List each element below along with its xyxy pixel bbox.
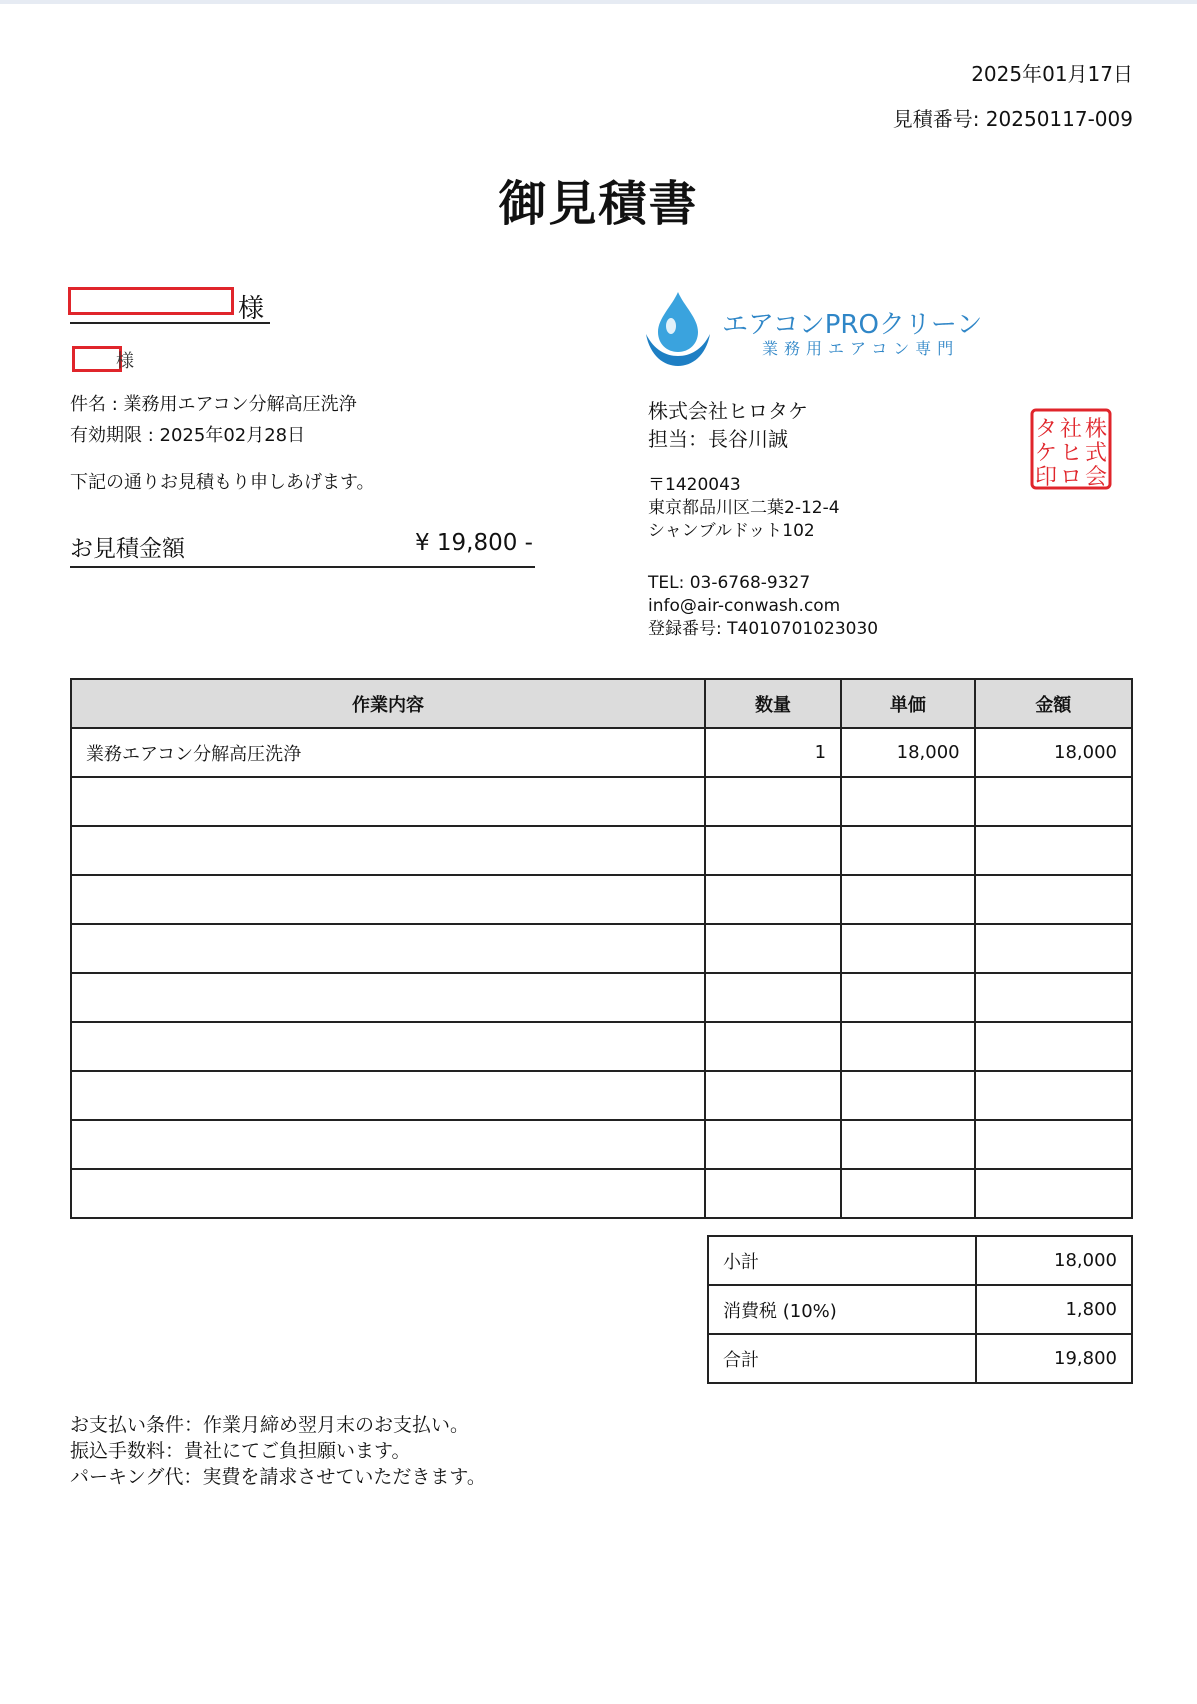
- svg-text:ロ: ロ: [1059, 465, 1083, 490]
- document-title: 御見積書: [498, 176, 699, 232]
- cell-amount: [975, 777, 1132, 826]
- table-row: [71, 1071, 1132, 1120]
- cell-amount: [975, 924, 1132, 973]
- svg-text:ケ: ケ: [1034, 441, 1058, 466]
- tax-value: 1,800: [976, 1285, 1132, 1334]
- table-row: [71, 1120, 1132, 1169]
- svg-text:式: 式: [1084, 441, 1108, 466]
- table-row: [71, 973, 1132, 1022]
- validity-line: 有効期限 : 2025年02月28日: [70, 425, 306, 446]
- parking-terms: パーキング代：実費を請求させていただきます。: [70, 1466, 486, 1488]
- svg-text:株: 株: [1084, 417, 1108, 442]
- vendor-postal: 〒1420043: [648, 475, 741, 495]
- table-row: [71, 875, 1132, 924]
- svg-text:ヒ: ヒ: [1059, 441, 1083, 466]
- cell-amount: 18,000: [975, 728, 1132, 777]
- transfer-fee-terms: 振込手数料：貴社にてご負担願います。: [70, 1440, 411, 1462]
- items-table: [70, 678, 1133, 1219]
- cell-quantity: [705, 924, 841, 973]
- cell-unit-price: [841, 924, 975, 973]
- cell-amount: [975, 1071, 1132, 1120]
- svg-text:社: 社: [1059, 417, 1083, 442]
- cell-amount: [975, 826, 1132, 875]
- cell-unit-price: [841, 973, 975, 1022]
- company-seal: [1030, 408, 1112, 490]
- cell-unit-price: [841, 1071, 975, 1120]
- total-label: 合計: [708, 1334, 976, 1383]
- vendor-email: info@air-conwash.com: [648, 596, 841, 616]
- issue-date: 2025年01月17日: [971, 62, 1133, 86]
- cell-unit-price: [841, 1169, 975, 1218]
- cell-description: [71, 875, 705, 924]
- header-unit-price: 単価: [841, 679, 975, 728]
- cell-amount: [975, 1169, 1132, 1218]
- client-honorific: 様: [238, 294, 265, 324]
- client-sub-honorific: 様: [116, 351, 134, 372]
- cell-description: [71, 924, 705, 973]
- cell-description: 業務エアコン分解高圧洗浄: [71, 728, 705, 777]
- cell-description: [71, 1022, 705, 1071]
- quote-amount-row: [70, 530, 535, 568]
- table-header-row: [71, 679, 1132, 728]
- vendor-contact: 担当：長谷川誠: [648, 427, 788, 451]
- cell-amount: [975, 1120, 1132, 1169]
- cell-unit-price: [841, 875, 975, 924]
- cell-unit-price: [841, 1022, 975, 1071]
- water-drop-icon: [644, 290, 712, 366]
- cell-description: [71, 1120, 705, 1169]
- logo-title: エアコンPROクリーン: [722, 310, 983, 340]
- table-row: [71, 728, 1132, 777]
- quote-number: 見積番号: 20250117-009: [892, 107, 1133, 131]
- cell-description: [71, 973, 705, 1022]
- subtotal-row: [708, 1236, 1132, 1285]
- subject-line: 件名 : 業務用エアコン分解高圧洗浄: [70, 394, 357, 415]
- cell-quantity: [705, 777, 841, 826]
- cell-quantity: [705, 826, 841, 875]
- header-amount: 金額: [975, 679, 1132, 728]
- top-border: [0, 0, 1197, 4]
- vendor-tel: TEL: 03-6768-9327: [648, 573, 811, 593]
- cell-unit-price: [841, 777, 975, 826]
- svg-text:会: 会: [1084, 465, 1108, 490]
- cell-description: [71, 1071, 705, 1120]
- cell-quantity: 1: [705, 728, 841, 777]
- terms-block: [70, 1412, 486, 1490]
- quote-amount-label: お見積金額: [70, 536, 185, 562]
- quote-amount-value: ¥ 19,800 -: [414, 530, 533, 556]
- header-quantity: 数量: [705, 679, 841, 728]
- table-row: [71, 1022, 1132, 1071]
- cell-amount: [975, 875, 1132, 924]
- table-row: [71, 1169, 1132, 1218]
- cell-quantity: [705, 973, 841, 1022]
- cell-quantity: [705, 1022, 841, 1071]
- redaction-box-client-name: [68, 287, 234, 315]
- cell-quantity: [705, 1071, 841, 1120]
- table-row: [71, 924, 1132, 973]
- svg-text:印: 印: [1034, 465, 1058, 490]
- table-row: [71, 826, 1132, 875]
- cell-quantity: [705, 1169, 841, 1218]
- vendor-address1: 東京都品川区二葉2-12-4: [648, 498, 840, 518]
- cell-description: [71, 1169, 705, 1218]
- totals-table: [707, 1235, 1133, 1384]
- payment-terms: お支払い条件：作業月締め翌月末のお支払い。: [70, 1414, 470, 1436]
- cell-unit-price: 18,000: [841, 728, 975, 777]
- header-work-description: 作業内容: [71, 679, 705, 728]
- logo-subtitle: 業務用エアコン専門: [762, 339, 960, 358]
- cell-description: [71, 777, 705, 826]
- subtotal-value: 18,000: [976, 1236, 1132, 1285]
- tax-label: 消費税 (10%): [708, 1285, 976, 1334]
- cell-description: [71, 826, 705, 875]
- cell-quantity: [705, 875, 841, 924]
- cell-quantity: [705, 1120, 841, 1169]
- cell-amount: [975, 973, 1132, 1022]
- vendor-registration: 登録番号: T4010701023030: [648, 619, 879, 639]
- total-value: 19,800: [976, 1334, 1132, 1383]
- cell-unit-price: [841, 1120, 975, 1169]
- cell-amount: [975, 1022, 1132, 1071]
- redaction-box-client-sub: [72, 346, 122, 372]
- tax-row: [708, 1285, 1132, 1334]
- subtotal-label: 小計: [708, 1236, 976, 1285]
- vendor-address2: シャンブルドット102: [648, 521, 815, 541]
- intro-text: 下記の通りお見積もり申しあげます。: [70, 472, 375, 493]
- vendor-company-name: 株式会社ヒロタケ: [648, 399, 808, 423]
- total-row: [708, 1334, 1132, 1383]
- cell-unit-price: [841, 826, 975, 875]
- table-row: [71, 777, 1132, 826]
- svg-text:タ: タ: [1034, 417, 1058, 442]
